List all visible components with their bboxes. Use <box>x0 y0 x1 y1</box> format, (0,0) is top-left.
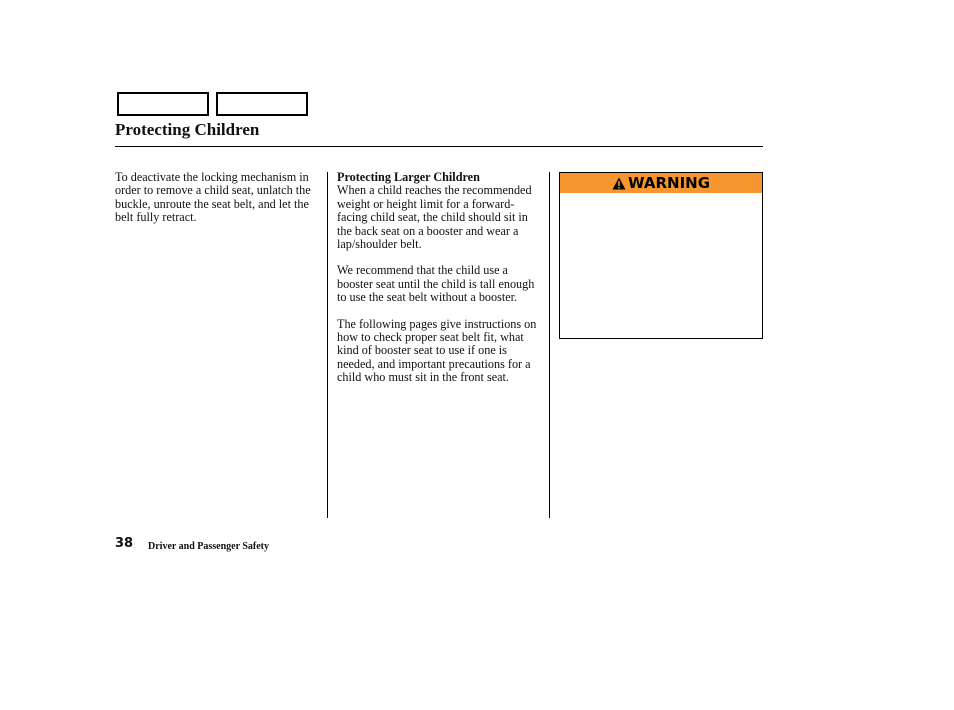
page-number: 38 <box>115 536 134 551</box>
column-middle <box>337 171 543 385</box>
column-divider-2 <box>549 172 550 518</box>
column-left <box>115 171 320 225</box>
nav-button-index[interactable] <box>216 92 308 116</box>
title-divider <box>115 146 763 147</box>
warning-triangle-icon <box>612 177 626 190</box>
paragraph-1: When a child reaches the recommended weight or height limit for a forward-facing child seat, the child should sit in the back seat on a booster and wear a lap/shoulder belt. <box>337 183 532 252</box>
warning-box <box>559 172 763 339</box>
paragraph-3: The following pages give instructions on how to check proper seat belt fit, what kind of booster seat to use if one is needed, and important precautions for a child who must sit in the front seat. <box>337 316 537 385</box>
column-divider-1 <box>327 172 328 518</box>
paragraph-2: We recommend that the child use a booster seat until the child is tall enough to use the seat belt without a booster. <box>337 263 535 305</box>
nav-button-main-menu[interactable] <box>117 92 209 116</box>
section-heading: Protecting Larger Children <box>337 170 480 184</box>
warning-label: WARNING <box>627 174 711 192</box>
section-name: Driver and Passenger Safety <box>148 541 270 552</box>
warning-banner <box>560 173 762 193</box>
column-left-text: To deactivate the locking mechanism in order to remove a child seat, unlatch the buckle, unroute the seat belt, and let the belt fully retract. <box>115 170 311 225</box>
page-title: Protecting Children <box>115 120 260 139</box>
